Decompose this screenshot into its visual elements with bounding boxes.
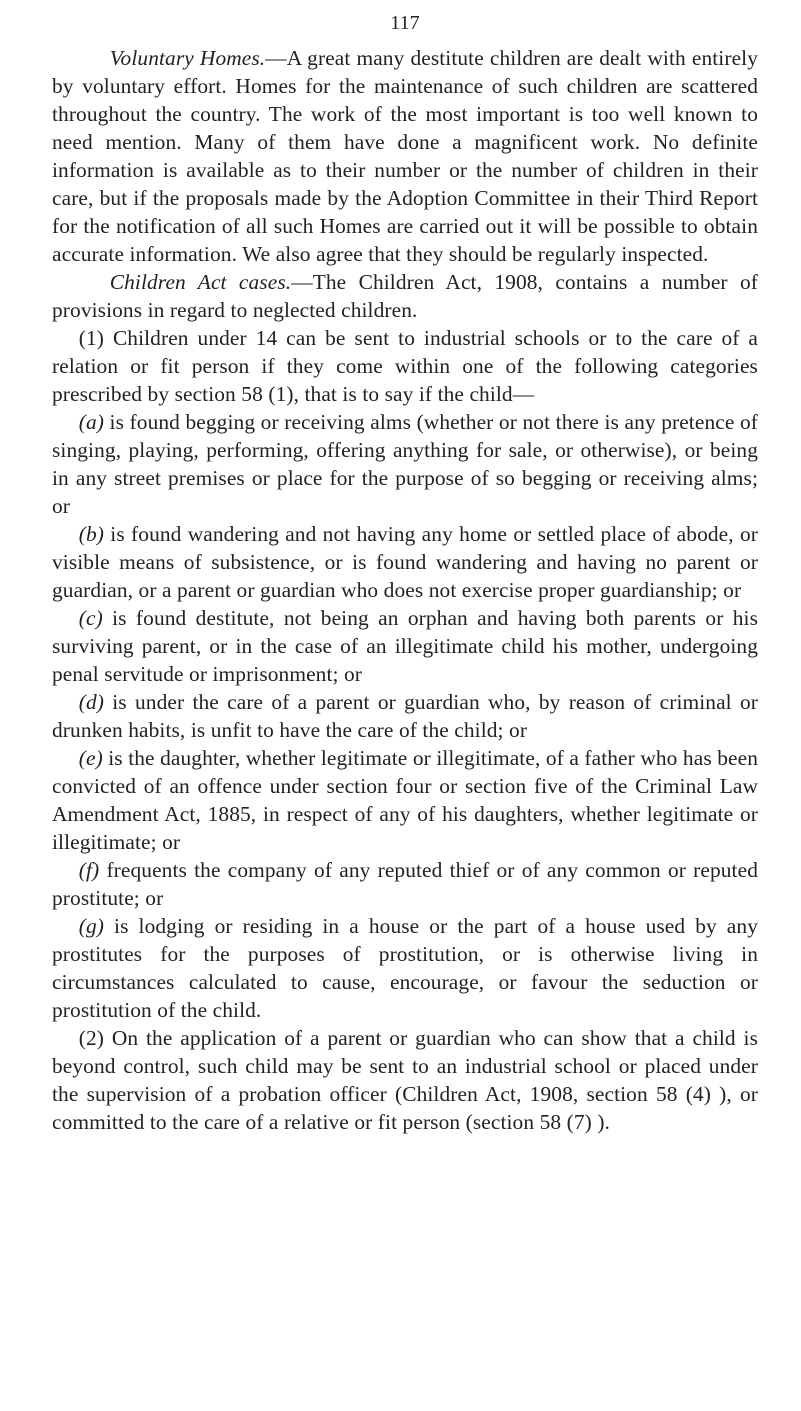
item-f-text: frequents the company of any reputed thief or of any common or reputed prostitute; or — [52, 858, 758, 910]
item-b-text: is found wandering and not having any home or settled place of abode, or visible means of subsistence, or is found wandering and having no parent or guardian, or a parent or guardian who does not exercise proper guardianship; or — [52, 522, 759, 602]
voluntary-homes-heading: Voluntary Homes. — [109, 46, 266, 70]
item-a-label: (a) — [78, 410, 104, 434]
list-item — [52, 688, 758, 744]
point-1-paragraph — [52, 324, 758, 408]
point-2-text: On the application of a parent or guardian who can show that a child is beyond control, such child may be sent to an industrial school or placed under the supervision of a probation officer (Children Act, 1908, section 58 (4) ), or committed to the care of a relative or fit person (section 58 (7) ). — [52, 1026, 759, 1134]
item-a-text: is found begging or receiving alms (whether or not there is any pretence of singing, playing, performing, offering anything for sale, or otherwise), or being in any street premises or place for the purpose of so begging or receiving alms; or — [52, 410, 758, 518]
list-item — [52, 744, 758, 856]
list-item — [52, 408, 758, 520]
list-item — [52, 856, 758, 912]
item-c-label: (c) — [78, 606, 103, 630]
voluntary-homes-paragraph — [52, 44, 758, 268]
list-item — [52, 604, 758, 688]
item-b-label: (b) — [78, 522, 104, 546]
voluntary-homes-text: —A great many destitute children are dealt with entirely by voluntary effort. Homes for the maintenance of such children are scattered throughout the country. The work of the most important is too well known to need mention. Many of them have done a magnificent work. No definite information is available as to their number or the number of children in their care, but if the proposals made by the Adoption Committee in their Third Report for the notification of all such Homes are carried out it will be possible to obtain accurate information. We also agree that they should be regularly inspected. — [52, 46, 758, 266]
item-c-text: is found destitute, not being an orphan and having both parents or his surviving parent, or in the case of an illegitimate child his mother, undergoing penal servitude or imprisonment; or — [52, 606, 759, 686]
item-g-label: (g) — [78, 914, 104, 938]
children-act-text: —The Children Act, 1908, contains a number of provisions in regard to neglected children. — [52, 270, 758, 322]
list-item — [52, 520, 758, 604]
item-e-label: (e) — [78, 746, 103, 770]
list-item — [52, 912, 758, 1024]
children-act-heading: Children Act cases. — [109, 270, 292, 294]
item-f-label: (f) — [78, 858, 100, 882]
children-act-paragraph — [52, 268, 758, 324]
point-2-label: (2) — [78, 1026, 104, 1050]
point-1-text: Children under 14 can be sent to industrial schools or to the care of a relation or fit person if they come within one of the following categories prescribed by section 58 (1), that is to say if the child— — [52, 326, 758, 406]
item-g-text: is lodging or residing in a house or the part of a house used by any prostitutes for the purposes of prostitution, or is otherwise living in circumstances calculated to cause, encourage, or favour the seduction or prostitution of the child. — [52, 914, 758, 1022]
item-d-label: (d) — [78, 690, 104, 714]
point-2-paragraph — [52, 1024, 758, 1136]
page-number: 117 — [390, 12, 420, 34]
item-d-text: is under the care of a parent or guardian who, by reason of criminal or drunken habits, is unfit to have the care of the child; or — [52, 690, 758, 742]
point-1-label: (1) — [78, 326, 104, 350]
document-page — [52, 12, 758, 1402]
item-e-text: is the daughter, whether legitimate or illegitimate, of a father who has been convicted of an offence under section four or section five of the Criminal Law Amendment Act, 1885, in respect of any of his daughters, whether legitimate or illegitimate; or — [52, 746, 758, 854]
